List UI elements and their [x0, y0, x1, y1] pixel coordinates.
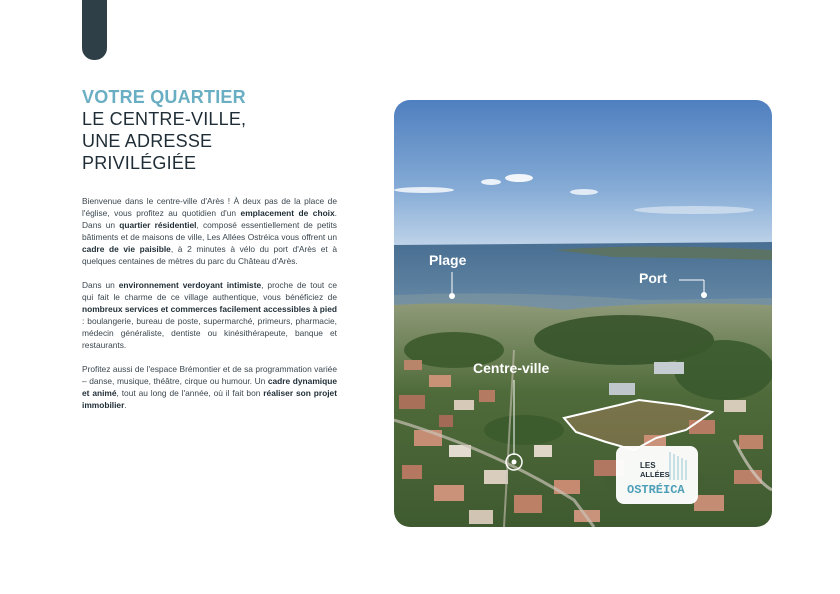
heading-line-2: UNE ADRESSE	[82, 131, 213, 151]
logo-line-3: OSTRÉICA	[627, 483, 685, 497]
label-plage: Plage	[429, 252, 467, 268]
aerial-photo	[394, 100, 772, 527]
p1-text-2: . Dans un	[82, 208, 337, 230]
p2-bold-2: nombreux services et commerces facilement accessibles à pied	[82, 304, 337, 314]
p2-text-2: , proche de tout ce qui fait le charme de ce village authentique, vous bénéficiez de	[82, 280, 337, 302]
plage-marker	[449, 293, 455, 299]
p3-text-3: .	[124, 400, 127, 410]
label-centre-ville: Centre-ville	[473, 360, 550, 376]
p1-bold-1: emplacement de choix	[240, 208, 335, 218]
sky	[394, 100, 772, 250]
p3-bold-1: cadre dynamique et animé	[82, 376, 337, 398]
p1-text-4: , à 2 minutes à vélo du port d'Arès et à quelques centaines de mètres du parc du Château d'Arès.	[82, 244, 337, 266]
heading-accent: VOTRE QUARTIER	[82, 87, 246, 107]
ostreica-logo	[616, 446, 698, 504]
heading-line-3: PRIVILÉGIÉE	[82, 153, 197, 173]
p1-bold-2: quartier résidentiel	[119, 220, 197, 230]
p1-bold-3: cadre de vie paisible	[82, 244, 171, 254]
p3-bold-2: réaliser son projet immobilier	[82, 388, 337, 410]
paragraph-1	[82, 195, 337, 267]
p2-text-1: Dans un	[82, 280, 119, 290]
paragraph-3	[82, 363, 337, 411]
centre-marker	[512, 460, 517, 465]
page-tab-marker	[82, 0, 107, 60]
p1-text-1: Bienvenue dans le centre-ville d'Arès ! À deux pas de la place de l'église, vous profitez au quotidien d'un	[82, 196, 337, 218]
logo-line-1: LES	[640, 461, 656, 470]
port-marker	[701, 292, 707, 298]
paragraph-2	[82, 279, 337, 351]
p3-text-2: , tout au long de l'année, où il fait bon	[116, 388, 264, 398]
p3-text-1: Profitez aussi de l'espace Brémontier et de sa programmation variée – danse, musique, théâtre, cirque ou humour. Un	[82, 364, 337, 386]
p2-bold-1: environnement verdoyant intimiste	[118, 280, 262, 290]
body-text	[82, 195, 337, 423]
p1-text-3: , composé essentiellement de petits bâtiments et de maisons de ville, Les Allées Ostréica vous offrent un	[82, 220, 337, 242]
label-port: Port	[639, 270, 667, 286]
section-heading	[82, 86, 382, 174]
logo-line-2: ALLÉES	[640, 470, 670, 479]
p2-text-3: : boulangerie, bureau de poste, supermarché, primeurs, pharmacie, médecin généraliste, dentiste ou kinésithérapeute, banque et restaurants.	[82, 316, 337, 350]
heading-line-1: LE CENTRE-VILLE,	[82, 109, 247, 129]
